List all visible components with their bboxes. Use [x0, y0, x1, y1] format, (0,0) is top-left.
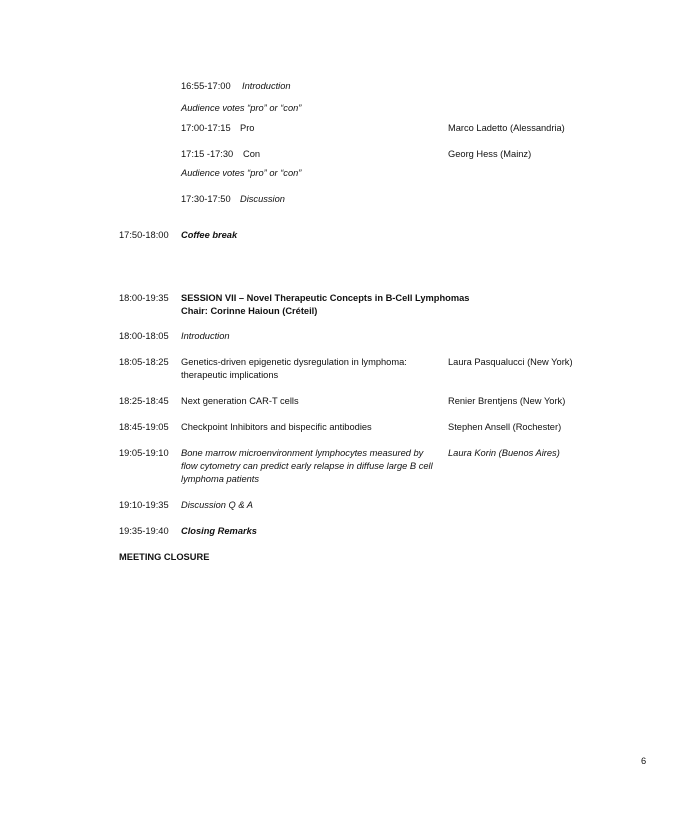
genetics-time: 18:05-18:25 — [119, 357, 169, 367]
checkpoint-speaker: Stephen Ansell (Rochester) — [448, 422, 562, 432]
marrow-title-line2: flow cytometry can predict early relapse in diffuse large B cell — [181, 461, 433, 471]
qa-title: Discussion Q & A — [181, 500, 253, 510]
marrow-time: 19:05-19:10 — [119, 448, 169, 458]
session-chair: Chair: Corinne Haioun (Créteil) — [181, 306, 318, 316]
con-speaker: Georg Hess (Mainz) — [448, 149, 532, 159]
audience-vote-2: Audience votes “pro” or “con” — [181, 168, 302, 178]
con-label: Con — [243, 149, 261, 159]
coffee-time: 17:50-18:00 — [119, 230, 169, 240]
discussion-label: Discussion — [240, 194, 285, 204]
pro-time: 17:00-17:15 — [181, 123, 231, 133]
genetics-title-line1: Genetics-driven epigenetic dysregulation in lymphoma: — [181, 357, 407, 367]
intro-title: Introduction — [181, 331, 230, 341]
page-number: 6 — [641, 756, 647, 766]
marrow-title-line3: lymphoma patients — [181, 474, 260, 484]
session-time: 18:00-19:35 — [119, 293, 169, 303]
checkpoint-time: 18:45-19:05 — [119, 422, 169, 432]
con-time: 17:15 -17:30 — [181, 149, 234, 159]
pro-speaker: Marco Ladetto (Alessandria) — [448, 123, 565, 133]
qa-time: 19:10-19:35 — [119, 500, 169, 510]
cart-time: 18:25-18:45 — [119, 396, 169, 406]
debate-intro-label: Introduction — [242, 81, 291, 91]
genetics-title-line2: therapeutic implications — [181, 370, 279, 380]
discussion-time: 17:30-17:50 — [181, 194, 231, 204]
debate-intro-time: 16:55-17:00 — [181, 81, 231, 91]
checkpoint-title: Checkpoint Inhibitors and bispecific antibodies — [181, 422, 372, 432]
session-title: SESSION VII – Novel Therapeutic Concepts in B-Cell Lymphomas — [181, 293, 470, 303]
closing-time: 19:35-19:40 — [119, 526, 169, 536]
cart-title: Next generation CAR-T cells — [181, 396, 299, 406]
marrow-speaker: Laura Korin (Buenos Aires) — [448, 448, 560, 458]
closing-title: Closing Remarks — [181, 526, 257, 536]
meeting-closure: MEETING CLOSURE — [119, 552, 210, 562]
intro-time: 18:00-18:05 — [119, 331, 169, 341]
cart-speaker: Renier Brentjens (New York) — [448, 396, 566, 406]
audience-vote-1: Audience votes “pro” or “con” — [181, 103, 302, 113]
genetics-speaker: Laura Pasqualucci (New York) — [448, 357, 573, 367]
coffee-label: Coffee break — [181, 230, 238, 240]
pro-label: Pro — [240, 123, 255, 133]
marrow-title-line1: Bone marrow microenvironment lymphocytes measured by — [181, 448, 424, 458]
